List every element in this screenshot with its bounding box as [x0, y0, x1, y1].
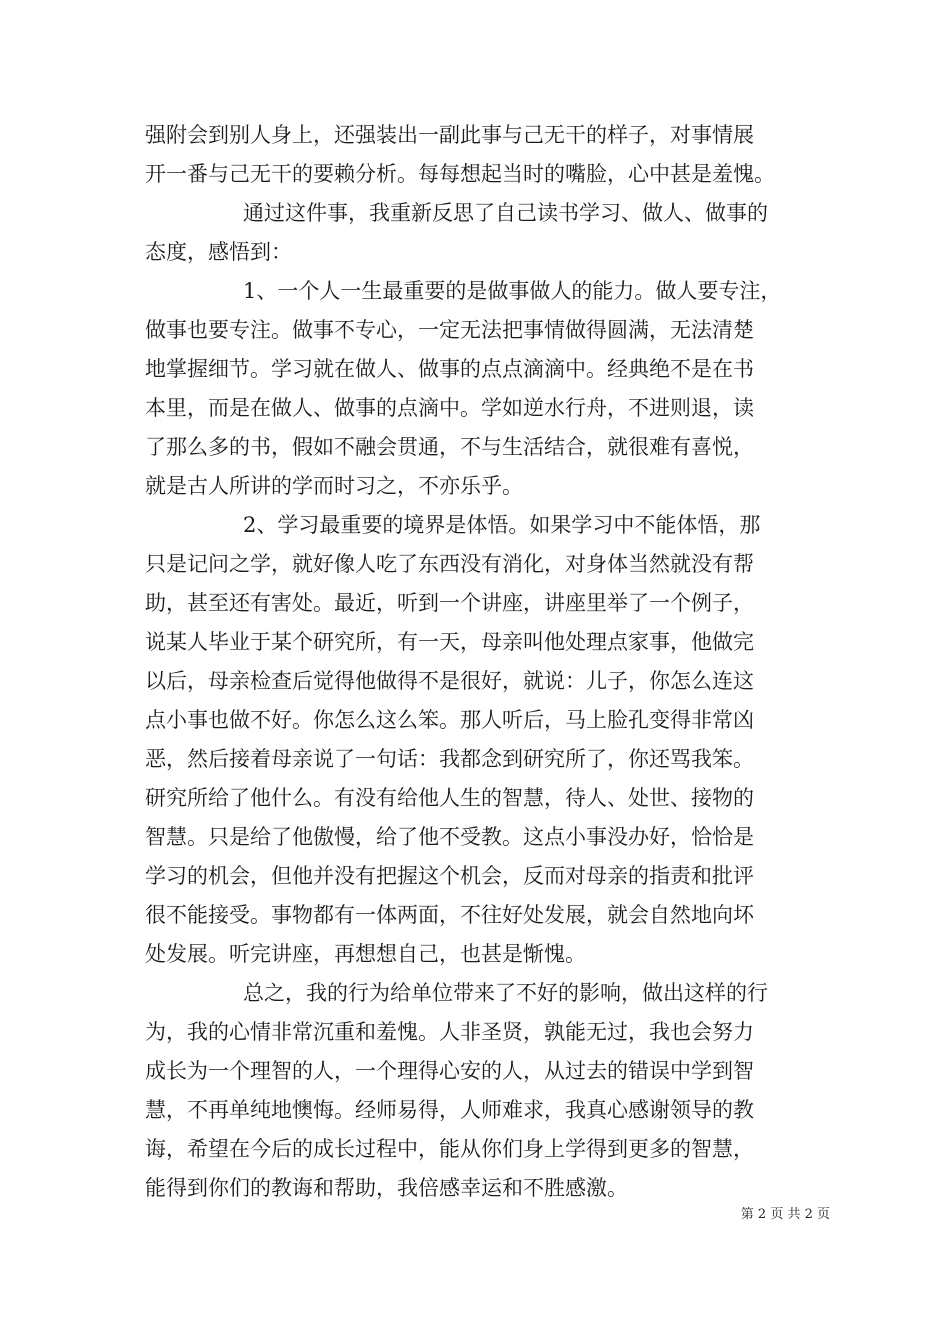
- text-line: 就是古人所讲的学而时习之，不亦乐乎。: [145, 474, 523, 498]
- text-line: 学习的机会，但他并没有把握这个机会，反而对母亲的指责和批评: [145, 864, 754, 888]
- text-line: 只是记问之学，就好像人吃了东西没有消化，对身体当然就没有帮: [145, 552, 754, 576]
- text-line: 态度，感悟到：: [145, 240, 292, 264]
- text-line: 很不能接受。事物都有一体两面，不往好处发展，就会自然地向坏: [145, 903, 754, 927]
- text-line: 做事也要专注。做事不专心，一定无法把事情做得圆满，无法清楚: [145, 318, 754, 342]
- text-line: 智慧。只是给了他傲慢，给了他不受教。这点小事没办好，恰恰是: [145, 825, 754, 849]
- paragraph-start-line: 1、一个人一生最重要的是做事做人的能力。做人要专注，: [243, 279, 782, 303]
- text-line: 地掌握细节。学习就在做人、做事的点点滴滴中。经典绝不是在书: [145, 357, 754, 381]
- text-line: 恶，然后接着母亲说了一句话：我都念到研究所了，你还骂我笨。: [145, 747, 754, 771]
- paragraph-start-line: 2、学习最重要的境界是体悟。如果学习中不能体悟，那: [243, 513, 761, 537]
- text-line: 慧，不再单纯地懊悔。经师易得，人师难求，我真心感谢领导的教: [145, 1098, 754, 1122]
- text-line: 处发展。听完讲座，再想想自己，也甚是惭愧。: [145, 942, 586, 966]
- paragraph-start-line: 总之，我的行为给单位带来了不好的影响，做出这样的行: [243, 981, 768, 1005]
- text-line: 诲，希望在今后的成长过程中，能从你们身上学得到更多的智慧，: [145, 1137, 754, 1161]
- text-line: 强附会到别人身上，还强装出一副此事与己无干的样子，对事情展: [145, 123, 754, 147]
- page-number-footer: 第 2 页 共 2 页: [740, 1207, 830, 1222]
- text-line: 助，甚至还有害处。最近，听到一个讲座，讲座里举了一个例子，: [145, 591, 754, 615]
- text-line: 本里，而是在做人、做事的点滴中。学如逆水行舟，不进则退，读: [145, 396, 754, 420]
- paragraph-start-line: 通过这件事，我重新反思了自己读书学习、做人、做事的: [243, 201, 768, 225]
- text-line: 开一番与己无干的要赖分析。每每想起当时的嘴脸，心中甚是羞愧。: [145, 162, 775, 186]
- text-line: 为，我的心情非常沉重和羞愧。人非圣贤，孰能无过，我也会努力: [145, 1020, 754, 1044]
- text-line: 了那么多的书，假如不融会贯通，不与生活结合，就很难有喜悦，: [145, 435, 754, 459]
- text-line: 以后，母亲检查后觉得他做得不是很好，就说：儿子，你怎么连这: [145, 669, 754, 693]
- body-text: [145, 116, 830, 1208]
- text-line: 研究所给了他什么。有没有给他人生的智慧，待人、处世、接物的: [145, 786, 754, 810]
- text-line: 成长为一个理智的人，一个理得心安的人，从过去的错误中学到智: [145, 1059, 754, 1083]
- text-line: 点小事也做不好。你怎么这么笨。那人听后，马上脸孔变得非常凶: [145, 708, 754, 732]
- text-line: 能得到你们的教诲和帮助，我倍感幸运和不胜感激。: [145, 1176, 628, 1200]
- text-line: 说某人毕业于某个研究所，有一天，母亲叫他处理点家事，他做完: [145, 630, 754, 654]
